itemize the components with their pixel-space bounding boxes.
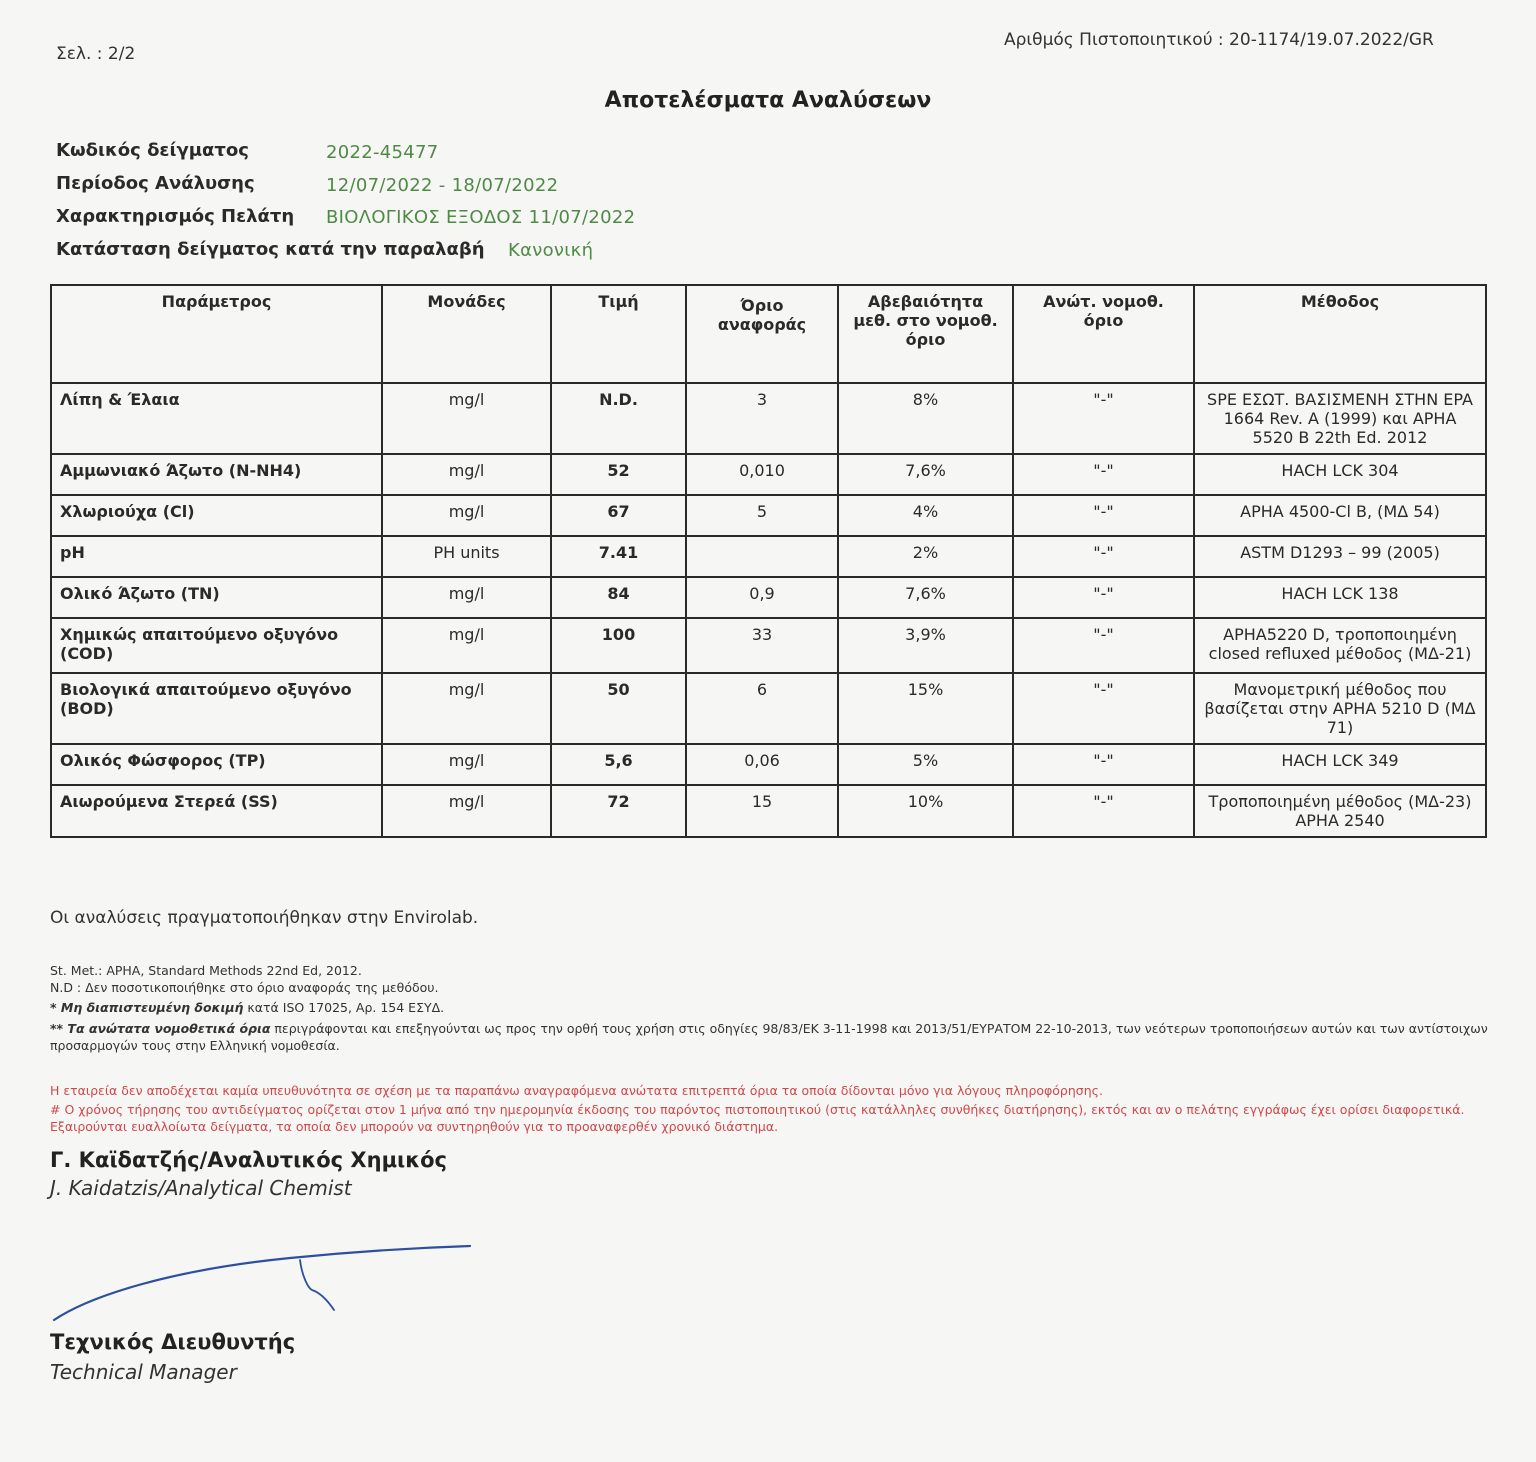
cell-value: 67: [551, 495, 686, 536]
cell-method: HACH LCK 304: [1194, 454, 1486, 495]
cell-parameter: Βιολογικά απαιτούμενο οξυγόνο (BOD): [51, 673, 382, 744]
cell-uncertainty: 4%: [838, 495, 1013, 536]
cell-method: APHA5220 D, τροποποιημένη closed refluxed μέθοδος (ΜΔ-21): [1194, 618, 1486, 673]
analysis-period-label: Περίοδος Ανάλυσης: [56, 173, 255, 194]
cell-unit: mg/l: [382, 577, 551, 618]
manager-title-english: Technical Manager: [50, 1360, 237, 1384]
table-row: [51, 383, 1486, 454]
cell-unit: mg/l: [382, 785, 551, 837]
table-header-row: [51, 285, 1486, 383]
table-row: [51, 785, 1486, 837]
cell-method: HACH LCK 138: [1194, 577, 1486, 618]
cell-legal-limit: "-": [1013, 577, 1194, 618]
cell-unit: mg/l: [382, 673, 551, 744]
disclaimer-note: Η εταιρεία δεν αποδέχεται καμία υπευθυνότητα σε σχέση με τα παραπάνω αναγραφόμενα ανώτατα επιτρεπτά όρια τα οποία δίδονται μόνο για λόγους πληροφόρησης.: [50, 1083, 1103, 1098]
cell-limit: 33: [686, 618, 838, 673]
header-reference-limit: Όριο αναφοράς: [686, 285, 838, 383]
cell-unit: mg/l: [382, 454, 551, 495]
cell-legal-limit: "-": [1013, 744, 1194, 785]
chemist-name-greek: Γ. Καϊδατζής/Αναλυτικός Χημικός: [50, 1148, 448, 1172]
header-value: Τιμή: [551, 285, 686, 383]
cell-uncertainty: 2%: [838, 536, 1013, 577]
cell-method: HACH LCK 349: [1194, 744, 1486, 785]
cell-limit: 6: [686, 673, 838, 744]
cell-unit: mg/l: [382, 383, 551, 454]
cell-value: 100: [551, 618, 686, 673]
cell-parameter: Ολικό Άζωτο (TN): [51, 577, 382, 618]
cell-value: 50: [551, 673, 686, 744]
cell-parameter: pH: [51, 536, 382, 577]
non-accredited-label: * Μη διαπιστευμένη δοκιμή: [50, 1000, 244, 1015]
cell-limit: 0,06: [686, 744, 838, 785]
cell-limit: 15: [686, 785, 838, 837]
nd-note: N.D : Δεν ποσοτικοποιήθηκε στο όριο αναφοράς της μεθόδου.: [50, 980, 439, 995]
chemist-name-english: J. Kaidatzis/Analytical Chemist: [50, 1176, 352, 1200]
cell-value: 84: [551, 577, 686, 618]
certificate-number: Αριθμός Πιστοποιητικού : 20-1174/19.07.2022/GR: [1004, 30, 1434, 50]
sample-condition-value: Κανονική: [508, 240, 594, 261]
legal-limits-text: περιγράφονται και επεξηγούνται ως προς την ορθή τους χρήση στις οδηγίες 98/83/ΕΚ 3-11-1998 και 2013/51/ΕΥΡΑΤΟΜ 22-10-2013, των νεότερων τροποποιήσεων αυτών και των αντίστοιχων προσαρμογών τους στην Ελληνική νομοθεσία.: [50, 1021, 1488, 1053]
envirolab-note: Οι αναλύσεις πραγματοποιήθηκαν στην Envirolab.: [50, 908, 479, 928]
cell-unit: mg/l: [382, 744, 551, 785]
table-row: [51, 673, 1486, 744]
cell-parameter: Χλωριούχα (Cl): [51, 495, 382, 536]
client-label: Χαρακτηρισμός Πελάτη: [56, 206, 295, 227]
standard-methods-note: St. Met.: APHA, Standard Methods 22nd Ed, 2012.: [50, 963, 362, 978]
cell-legal-limit: "-": [1013, 536, 1194, 577]
table-row: [51, 454, 1486, 495]
cell-parameter: Ολικός Φώσφορος (TP): [51, 744, 382, 785]
sample-condition-label: Κατάσταση δείγματος κατά την παραλαβή: [56, 239, 485, 260]
cell-legal-limit: "-": [1013, 454, 1194, 495]
cell-unit: mg/l: [382, 495, 551, 536]
cell-value: 52: [551, 454, 686, 495]
cell-parameter: Λίπη & Έλαια: [51, 383, 382, 454]
cell-value: 7.41: [551, 536, 686, 577]
legal-limits-label: ** Τα ανώτατα νομοθετικά όρια: [50, 1021, 271, 1036]
header-units: Μονάδες: [382, 285, 551, 383]
document-title: Αποτελέσματα Αναλύσεων: [604, 88, 932, 113]
cell-uncertainty: 5%: [838, 744, 1013, 785]
cell-uncertainty: 3,9%: [838, 618, 1013, 673]
cell-legal-limit: "-": [1013, 673, 1194, 744]
client-value: ΒΙΟΛΟΓΙΚΟΣ ΕΞΟΔΟΣ 11/07/2022: [326, 207, 636, 228]
header-legal-limit: Ανώτ. νομοθ. όριο: [1013, 285, 1194, 383]
header-parameter: Παράμετρος: [51, 285, 382, 383]
results-table: [50, 284, 1487, 838]
cell-parameter: Αιωρούμενα Στερεά (SS): [51, 785, 382, 837]
table-row: [51, 744, 1486, 785]
cell-legal-limit: "-": [1013, 383, 1194, 454]
non-accredited-note: [50, 1000, 444, 1015]
legal-limits-note: [50, 1020, 1500, 1054]
cell-unit: PH units: [382, 536, 551, 577]
cell-parameter: Χημικώς απαιτούμενο οξυγόνο (COD): [51, 618, 382, 673]
cell-uncertainty: 7,6%: [838, 577, 1013, 618]
table-row: [51, 577, 1486, 618]
cell-parameter: Αμμωνιακό Άζωτο (N-NH4): [51, 454, 382, 495]
cell-value: 5,6: [551, 744, 686, 785]
sample-code-label: Κωδικός δείγματος: [56, 140, 249, 161]
cell-uncertainty: 8%: [838, 383, 1013, 454]
non-accredited-text: κατά ISO 17025, Αρ. 154 ΕΣΥΔ.: [243, 1000, 445, 1015]
cell-method: Μανομετρική μέθοδος που βασίζεται στην APHA 5210 D (ΜΔ 71): [1194, 673, 1486, 744]
table-row: [51, 495, 1486, 536]
cell-limit: 0,9: [686, 577, 838, 618]
cell-limit: 5: [686, 495, 838, 536]
retention-note: # Ο χρόνος τήρησης του αντιδείγματος ορίζεται στον 1 μήνα από την ημερομηνία έκδοσης του παρόντος πιστοποιητικού (στις κατάλληλες συνθήκες διατήρησης), εκτός και αν ο πελάτης εγγράφως έχει ορίσει διαφορετικά. Εξαιρούνται ευαλλοίωτα δείγματα, τα οποία δεν μπορούν να συντηρηθούν για το προαναφερθέν χρονικό διάστημα.: [50, 1102, 1465, 1134]
manager-title-greek: Τεχνικός Διευθυντής: [50, 1330, 296, 1354]
cell-method: SPE ΕΣΩΤ. ΒΑΣΙΣΜΕΝΗ ΣΤΗΝ EPA 1664 Rev. A (1999) και APHA 5520 B 22th Ed. 2012: [1194, 383, 1486, 454]
cell-limit: [686, 536, 838, 577]
table-row: [51, 618, 1486, 673]
page-number: Σελ. : 2/2: [56, 44, 136, 64]
cell-method: Τροποποιημένη μέθοδος (ΜΔ-23) APHA 2540: [1194, 785, 1486, 837]
header-method: Μέθοδος: [1194, 285, 1486, 383]
cell-legal-limit: "-": [1013, 785, 1194, 837]
cell-legal-limit: "-": [1013, 495, 1194, 536]
analysis-period-value: 12/07/2022 - 18/07/2022: [326, 175, 559, 196]
cell-uncertainty: 7,6%: [838, 454, 1013, 495]
cell-method: APHA 4500-Cl B, (ΜΔ 54): [1194, 495, 1486, 536]
cell-unit: mg/l: [382, 618, 551, 673]
cell-value: N.D.: [551, 383, 686, 454]
signature-drawing: [50, 1236, 510, 1326]
cell-uncertainty: 10%: [838, 785, 1013, 837]
cell-uncertainty: 15%: [838, 673, 1013, 744]
cell-method: ASTM D1293 – 99 (2005): [1194, 536, 1486, 577]
table-row: [51, 536, 1486, 577]
cell-limit: 0,010: [686, 454, 838, 495]
cell-limit: 3: [686, 383, 838, 454]
cell-legal-limit: "-": [1013, 618, 1194, 673]
sample-code-value: 2022-45477: [326, 142, 439, 163]
header-uncertainty: Αβεβαιότητα μεθ. στο νομοθ. όριο: [838, 285, 1013, 383]
cell-value: 72: [551, 785, 686, 837]
